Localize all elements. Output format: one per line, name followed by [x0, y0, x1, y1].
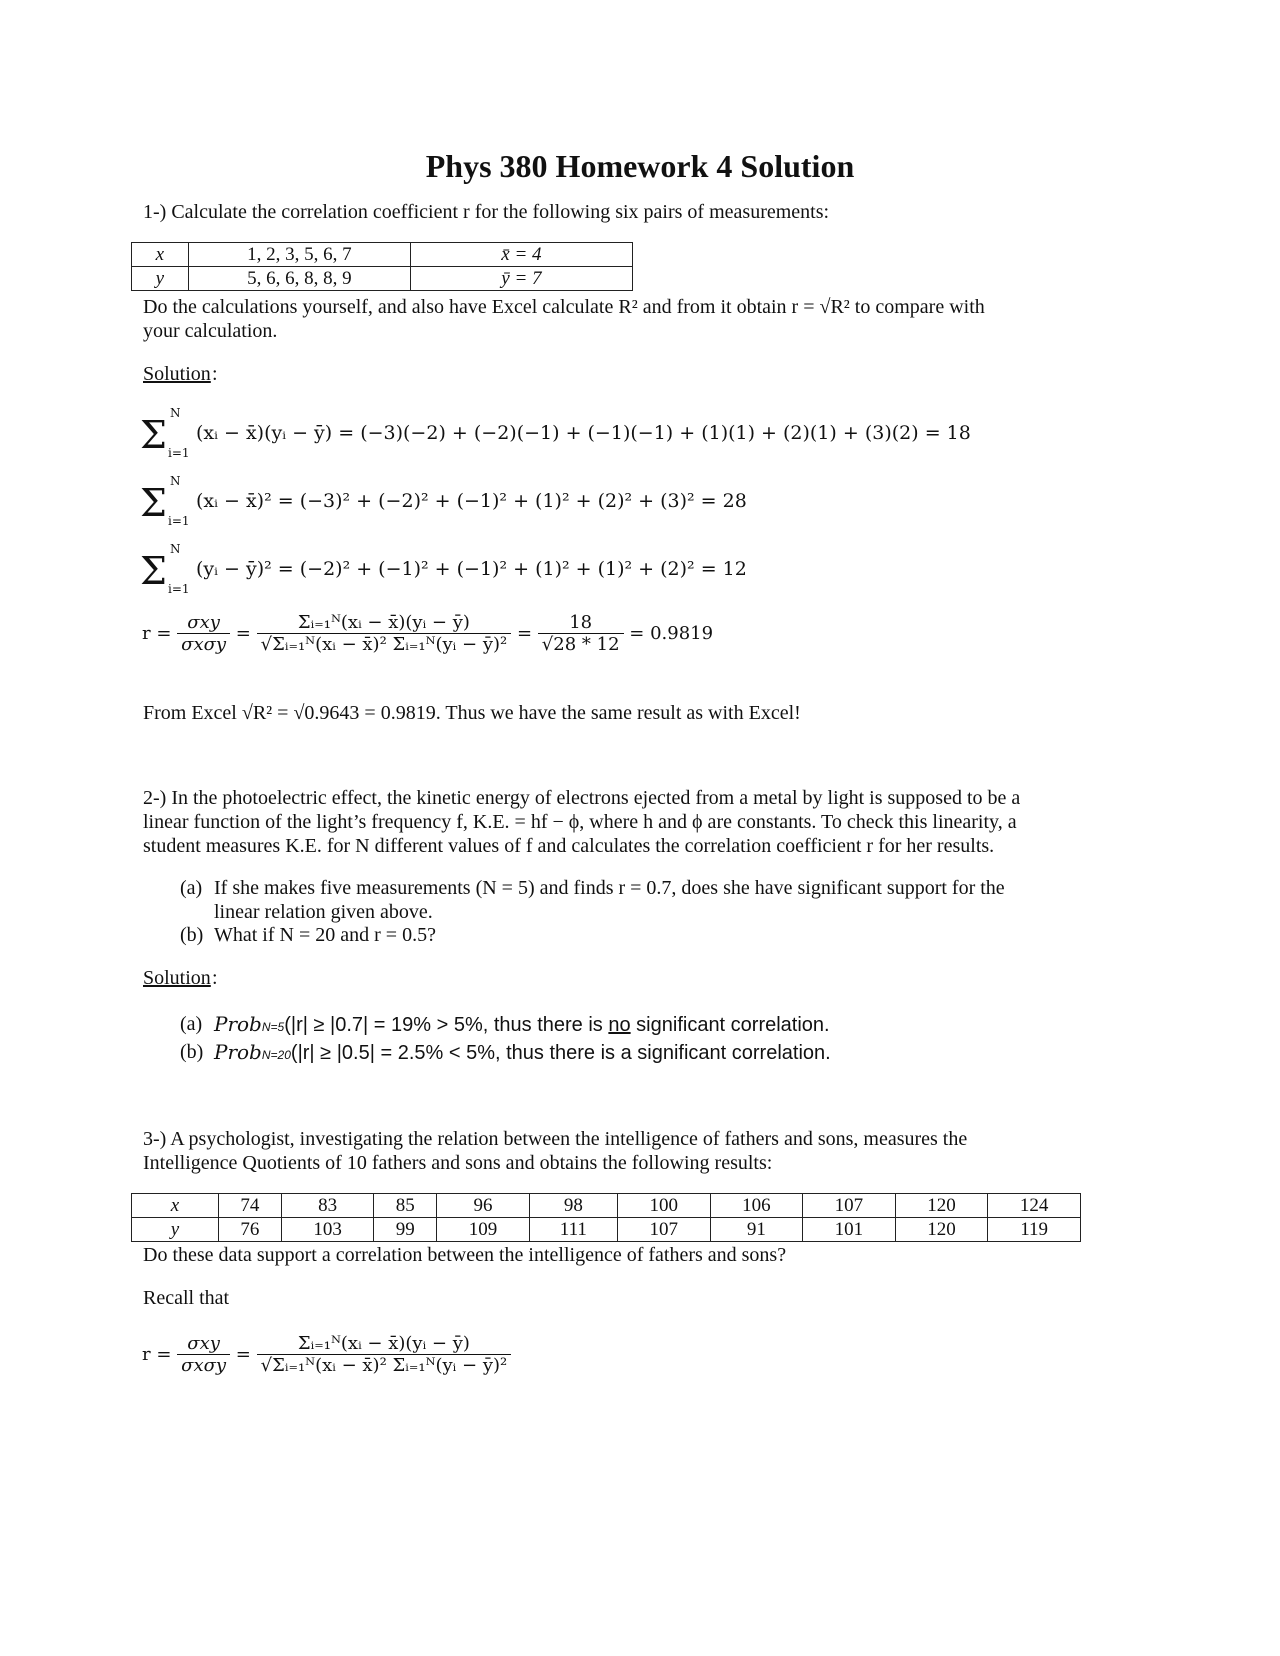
- q2-line2: linear function of the light’s frequency f, K.E. = hf − ϕ, where h and ϕ are constants. To check this linearity, a: [143, 811, 1017, 833]
- q2-sol-a-label: (a): [180, 1013, 203, 1035]
- table-cell: 91: [710, 1218, 803, 1242]
- summation-icon: Σ: [140, 481, 167, 525]
- table-cell: 100: [617, 1194, 710, 1218]
- q2-b-label: (b): [180, 924, 204, 946]
- sum-fraction: [257, 612, 512, 655]
- q2-b-line: What if N = 20 and r = 0.5?: [214, 924, 436, 946]
- q3-line1: 3-) A psychologist, investigating the relation between the intelligence of fathers and sons, measures the: [143, 1128, 968, 1150]
- q1-sum-xy: (xᵢ − x̄)(yᵢ − ȳ) = (−3)(−2) + (−2)(−1) + (−1)(−1) + (1)(1) + (2)(1) + (3)(2) = 18: [196, 422, 971, 444]
- q3-line2: Intelligence Quotients of 10 fathers and sons and obtains the following results:: [143, 1152, 773, 1174]
- q2-a-label: (a): [180, 877, 203, 899]
- sum-lower-limit: i=1: [168, 446, 190, 460]
- prob-symbol: Prob: [214, 1012, 262, 1036]
- table-cell: 96: [437, 1194, 530, 1218]
- fraction-denominator: σxσy: [181, 1355, 227, 1376]
- sigma-fraction: [177, 612, 230, 655]
- table-cell: 119: [988, 1218, 1081, 1242]
- q1-prompt: 1-) Calculate the correlation coefficient r for the following six pairs of measurements:: [143, 201, 830, 223]
- table-cell: 5, 6, 6, 8, 8, 9: [188, 267, 410, 291]
- sum-upper-limit: N: [170, 406, 181, 420]
- q1-result: = 0.9819: [629, 623, 714, 644]
- fraction-numerator: Σᵢ₌₁ᴺ(xᵢ − x̄)(yᵢ − ȳ): [257, 612, 512, 634]
- table-row: [132, 267, 633, 291]
- summation-icon: Σ: [140, 549, 167, 593]
- fraction-denominator: √28 * 12: [541, 634, 620, 655]
- table-cell: 1, 2, 3, 5, 6, 7: [188, 243, 410, 267]
- prob-subscript: N=20: [261, 1048, 291, 1062]
- table-cell: 106: [710, 1194, 803, 1218]
- q2-sol-a: [214, 1012, 830, 1040]
- q1-sum-yy: (yᵢ − ȳ)² = (−2)² + (−1)² + (−1)² + (1)² + (1)² + (2)² = 12: [196, 558, 747, 580]
- table-cell: x: [132, 243, 189, 267]
- prob-subscript: N=5: [261, 1020, 285, 1034]
- table-cell: y: [132, 1218, 219, 1242]
- value-fraction: [538, 612, 624, 655]
- q2-a-line1: If she makes five measurements (N = 5) and finds r = 0.7, does she have significant support for the: [214, 877, 1005, 899]
- fraction-numerator: 18: [538, 612, 624, 634]
- q2-solution-label: Solution: [143, 967, 211, 989]
- table-cell: 74: [219, 1194, 282, 1218]
- table-cell: 109: [437, 1218, 530, 1242]
- table-cell: 124: [988, 1194, 1081, 1218]
- table-cell: 99: [374, 1218, 437, 1242]
- q2-sol-a-no: no: [608, 1014, 631, 1036]
- table-cell: 83: [281, 1194, 374, 1218]
- table-cell: 120: [895, 1194, 988, 1218]
- sum-upper-limit: N: [170, 542, 181, 556]
- table-cell: 111: [529, 1218, 617, 1242]
- r-lhs: r =: [142, 1344, 172, 1365]
- table-cell: 85: [374, 1194, 437, 1218]
- fraction-denominator: √Σᵢ₌₁ᴺ(xᵢ − x̄)² Σᵢ₌₁ᴺ(yᵢ − ȳ)²: [260, 634, 508, 655]
- q1-data-table: [131, 242, 633, 291]
- prob-symbol: Prob: [214, 1040, 262, 1064]
- q3-question: Do these data support a correlation between the intelligence of fathers and sons?: [143, 1244, 787, 1266]
- table-cell: 103: [281, 1218, 374, 1242]
- q2-a-line2: linear relation given above.: [214, 901, 433, 923]
- r-lhs: r =: [142, 623, 172, 644]
- q1-excel-line: From Excel √R² = √0.9643 = 0.9819. Thus we have the same result as with Excel!: [143, 702, 801, 724]
- q2-sol-b-text: (|r| ≥ |0.5| = 2.5% < 5%, thus there is a significant correlation.: [290, 1042, 831, 1064]
- table-cell: 76: [219, 1218, 282, 1242]
- sum-lower-limit: i=1: [168, 514, 190, 528]
- fraction-numerator: σxy: [177, 1333, 230, 1355]
- table-cell: 120: [895, 1218, 988, 1242]
- sum-fraction: [257, 1333, 512, 1376]
- table-cell: ȳ = 7: [410, 267, 632, 291]
- fraction-numerator: Σᵢ₌₁ᴺ(xᵢ − x̄)(yᵢ − ȳ): [257, 1333, 512, 1355]
- table-cell: x: [132, 1194, 219, 1218]
- sum-upper-limit: N: [170, 474, 181, 488]
- q1-r-formula: r = $\frac{\text{σxy}}{\text{σxσy}}$ = $\frac{\text{Σᵢ₌₁ᴺ(xᵢ − x̄)(yᵢ − ȳ)}}{\text{√Σᵢ₌₁ᴺ(xᵢ − x̄)² Σᵢ₌₁ᴺ(yᵢ − ȳ)²}}$ = $\frac{18}{√28 * 12}$ = 0.9819: [142, 612, 714, 655]
- sum-lower-limit: i=1: [168, 582, 190, 596]
- table-cell: x̄ = 4: [410, 243, 632, 267]
- q3-r-formula: r = $\frac{\text{σxy}}{\text{σxσy}}$ = $\frac{\text{Σᵢ₌₁ᴺ(xᵢ − x̄)(yᵢ − ȳ)}}{\text{√Σᵢ₌₁ᴺ(xᵢ − x̄)² Σᵢ₌₁ᴺ(yᵢ − ȳ)²}}$: [142, 1333, 511, 1376]
- sigma-fraction: [177, 1333, 230, 1376]
- q2-sol-b: [214, 1040, 831, 1068]
- q2-sol-b-label: (b): [180, 1041, 204, 1063]
- q2-line3: student measures K.E. for N different values of f and calculates the correlation coefficient r for her results.: [143, 835, 995, 857]
- q3-recall: Recall that: [143, 1287, 230, 1309]
- page-title: Phys 380 Homework 4 Solution: [425, 148, 855, 184]
- q1-instruction-line2: your calculation.: [143, 320, 278, 342]
- q2-sol-a-end: significant correlation.: [630, 1014, 830, 1036]
- q1-sum-xx: (xᵢ − x̄)² = (−3)² + (−2)² + (−1)² + (1)² + (2)² + (3)² = 28: [196, 490, 747, 512]
- q1-solution-label: Solution: [143, 363, 211, 385]
- table-cell: 107: [617, 1218, 710, 1242]
- table-cell: 101: [803, 1218, 896, 1242]
- table-cell: 107: [803, 1194, 896, 1218]
- table-cell: 98: [529, 1194, 617, 1218]
- q1-instruction-line1: Do the calculations yourself, and also have Excel calculate R² and from it obtain r = √R² to compare with: [143, 296, 985, 318]
- q2-line1: 2-) In the photoelectric effect, the kinetic energy of electrons ejected from a metal by light is supposed to be a: [143, 787, 1021, 809]
- table-row: [132, 243, 633, 267]
- q2-sol-a-text: (|r| ≥ |0.7| = 19% > 5%, thus there is: [284, 1014, 609, 1036]
- fraction-denominator: √Σᵢ₌₁ᴺ(xᵢ − x̄)² Σᵢ₌₁ᴺ(yᵢ − ȳ)²: [260, 1355, 508, 1376]
- table-row: [132, 1194, 1081, 1218]
- table-cell: y: [132, 267, 189, 291]
- fraction-numerator: σxy: [177, 612, 230, 634]
- summation-icon: Σ: [140, 413, 167, 457]
- fraction-denominator: σxσy: [181, 634, 227, 655]
- table-row: [132, 1218, 1081, 1242]
- q3-data-table: [131, 1193, 1081, 1242]
